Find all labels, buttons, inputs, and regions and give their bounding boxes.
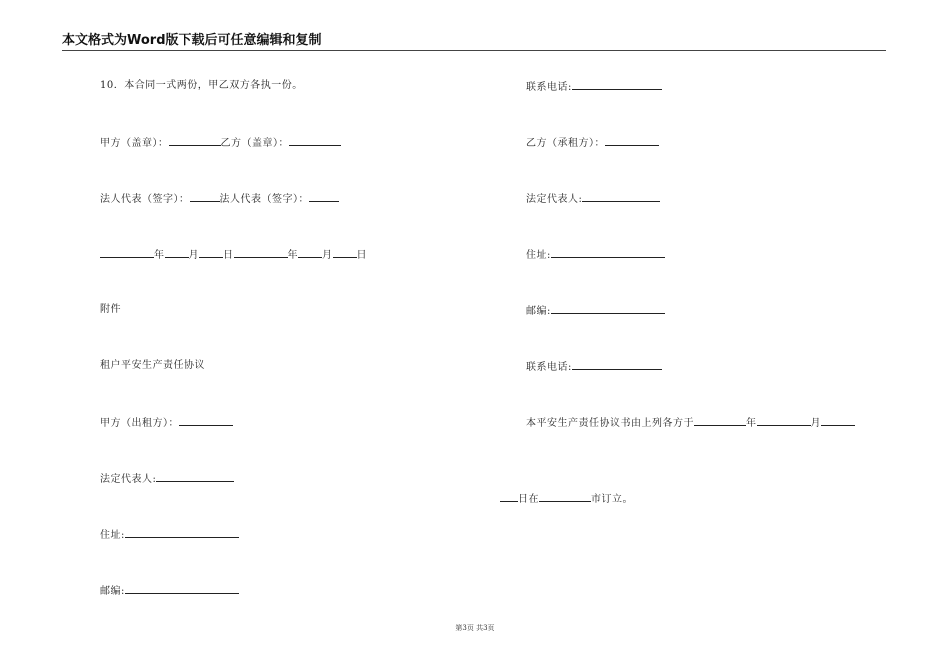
agreement-title-text: 租户平安生产责任协议 bbox=[100, 360, 205, 371]
signing-text: 本平安生产责任协议书由上列各方于 bbox=[526, 418, 694, 429]
page-header bbox=[62, 34, 886, 51]
right-phone-blank-1 bbox=[572, 80, 662, 90]
day-blank-1 bbox=[199, 248, 223, 258]
signing-year-blank bbox=[694, 416, 746, 426]
attachment-text: 附件 bbox=[100, 304, 121, 315]
party-b-seal-label: 乙方（盖章）： bbox=[220, 138, 289, 149]
clause-10 bbox=[100, 80, 303, 92]
left-postcode-blank bbox=[125, 584, 239, 594]
month-label-1: 月 bbox=[188, 250, 199, 261]
lessee-line bbox=[526, 136, 659, 150]
left-legal-rep-line bbox=[100, 472, 234, 486]
signing-day-text: 日在 bbox=[518, 494, 539, 505]
left-address-blank bbox=[125, 528, 239, 538]
signing-city-text: 市订立。 bbox=[591, 494, 633, 505]
day-blank-2 bbox=[333, 248, 357, 258]
lessor-label: 甲方（出租方）： bbox=[100, 418, 179, 429]
legal-rep-sign-line bbox=[100, 192, 339, 206]
month-blank-2 bbox=[298, 248, 322, 258]
left-address-label: 住址: bbox=[100, 530, 125, 541]
lessee-blank bbox=[605, 136, 659, 146]
right-address-line bbox=[526, 248, 665, 262]
legal-rep-sign-blank-1 bbox=[190, 192, 220, 202]
page-number: 第3页 共3页 bbox=[455, 624, 495, 632]
month-blank-1 bbox=[165, 248, 189, 258]
signing-line bbox=[526, 416, 855, 430]
month-label-2: 月 bbox=[322, 250, 333, 261]
signing-month-blank bbox=[757, 416, 811, 426]
party-b-seal-blank bbox=[289, 136, 341, 146]
left-postcode-label: 邮编: bbox=[100, 586, 125, 597]
day-label-2: 日 bbox=[356, 250, 367, 261]
right-postcode-line bbox=[526, 304, 665, 318]
clause-10-text: 10．本合同一式两份，甲乙双方各执一份。 bbox=[100, 80, 303, 91]
signing-place-line bbox=[500, 492, 633, 506]
seal-line bbox=[100, 136, 341, 150]
right-phone-label-1: 联系电话: bbox=[526, 82, 572, 93]
agreement-title bbox=[100, 360, 205, 372]
right-address-blank bbox=[551, 248, 665, 258]
right-legal-rep-label: 法定代表人: bbox=[526, 194, 583, 205]
header-title: 本文格式为Word版下载后可任意编辑和复制 bbox=[62, 33, 322, 48]
left-postcode-line bbox=[100, 584, 239, 598]
lessor-blank bbox=[179, 416, 233, 426]
right-phone-blank-2 bbox=[572, 360, 662, 370]
right-phone-line-1 bbox=[526, 80, 662, 94]
page-footer bbox=[0, 624, 950, 632]
day-label-1: 日 bbox=[223, 250, 234, 261]
lessee-label: 乙方（承租方）： bbox=[526, 138, 605, 149]
signing-day-blank bbox=[821, 416, 855, 426]
legal-rep-sign-blank-2 bbox=[309, 192, 339, 202]
legal-rep-sign-label-1: 法人代表（签字）： bbox=[100, 194, 190, 205]
right-phone-label-2: 联系电话: bbox=[526, 362, 572, 373]
right-address-label: 住址: bbox=[526, 250, 551, 261]
legal-rep-sign-label-2: 法人代表（签字）： bbox=[219, 194, 309, 205]
right-legal-rep-blank bbox=[582, 192, 660, 202]
left-legal-rep-blank bbox=[156, 472, 234, 482]
signing-day-blank-cont bbox=[500, 492, 518, 502]
lessor-line bbox=[100, 416, 233, 430]
date-line bbox=[100, 248, 367, 262]
year-label-1: 年 bbox=[154, 250, 165, 261]
year-blank-1 bbox=[100, 248, 154, 258]
signing-city-blank bbox=[539, 492, 591, 502]
year-label-2: 年 bbox=[287, 250, 298, 261]
left-address-line bbox=[100, 528, 239, 542]
party-a-seal-blank bbox=[169, 136, 221, 146]
right-phone-line-2 bbox=[526, 360, 662, 374]
signing-year-label: 年 bbox=[746, 418, 757, 429]
attachment-heading bbox=[100, 304, 121, 316]
left-legal-rep-label: 法定代表人: bbox=[100, 474, 157, 485]
year-blank-2 bbox=[234, 248, 288, 258]
party-a-seal-label: 甲方（盖章）： bbox=[100, 138, 169, 149]
signing-month-label: 月 bbox=[810, 418, 821, 429]
right-legal-rep-line bbox=[526, 192, 660, 206]
right-postcode-label: 邮编: bbox=[526, 306, 551, 317]
right-postcode-blank bbox=[551, 304, 665, 314]
